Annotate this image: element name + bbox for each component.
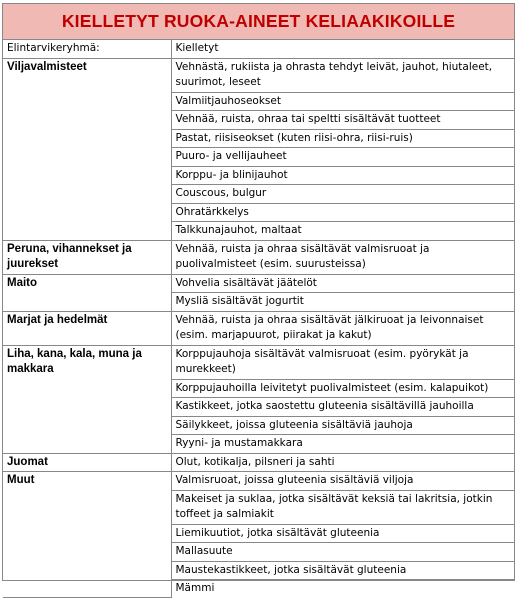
food-group-cell: Maito: [3, 274, 171, 311]
forbidden-item-cell: Säilykkeet, joissa gluteenia sisältäviä jauhoja: [171, 416, 514, 435]
forbidden-item-cell: Ohratärkkelys: [171, 203, 514, 222]
forbidden-item-cell: Pastat, riisiseokset (kuten riisi-ohra, riisi-ruis): [171, 129, 514, 148]
food-group-cell: Muut: [3, 472, 171, 598]
forbidden-foods-table: [3, 40, 514, 598]
forbidden-item-cell: Korppujauhoilla leivitetyt puolivalmisteet (esim. kalapuikot): [171, 379, 514, 398]
forbidden-item-cell: Puuro- ja vellijauheet: [171, 148, 514, 167]
food-group-cell: Viljavalmisteet: [3, 58, 171, 240]
forbidden-item-cell: Vehnää, ruista, ohraa tai speltti sisältävät tuotteet: [171, 111, 514, 130]
table-row: [3, 472, 514, 491]
forbidden-item-cell: Mämmi: [171, 580, 514, 598]
forbidden-item-cell: Olut, kotikalja, pilsneri ja sahti: [171, 453, 514, 472]
forbidden-item-cell: Mysliä sisältävät jogurtit: [171, 293, 514, 312]
forbidden-item-cell: Korppujauhoja sisältävät valmisruoat (esim. pyörykät ja murekkeet): [171, 345, 514, 379]
column-header-food-group: Elintarvikeryhmä:: [3, 40, 171, 58]
table-row: [3, 58, 514, 92]
header-row: [3, 40, 514, 58]
forbidden-item-cell: Couscous, bulgur: [171, 185, 514, 204]
forbidden-item-cell: Ryyni- ja mustamakkara: [171, 435, 514, 454]
table-body: [3, 40, 514, 598]
column-header-forbidden: Kielletyt: [171, 40, 514, 58]
food-group-cell: Peruna, vihannekset ja juurekset: [3, 240, 171, 274]
document-title: KIELLETYT RUOKA-AINEET KELIAAKIKOILLE: [3, 4, 514, 40]
forbidden-item-cell: Makeiset ja suklaa, jotka sisältävät keksiä tai lakritsia, jotkin toffeet ja salmiakit: [171, 490, 514, 524]
document-frame: [2, 3, 515, 594]
food-group-cell: Marjat ja hedelmät: [3, 311, 171, 345]
forbidden-item-cell: Talkkunajauhot, maltaat: [171, 222, 514, 241]
table-row: [3, 240, 514, 274]
forbidden-item-cell: Korppu- ja blinijauhot: [171, 166, 514, 185]
table-row: [3, 274, 514, 293]
forbidden-item-cell: Vehnästä, rukiista ja ohrasta tehdyt leivät, jauhot, hiutaleet, suurimot, leseet: [171, 58, 514, 92]
forbidden-item-cell: Maustekastikkeet, jotka sisältävät gluteenia: [171, 561, 514, 580]
forbidden-item-cell: Vohvelia sisältävät jäätelöt: [171, 274, 514, 293]
table-row: [3, 453, 514, 472]
forbidden-item-cell: Valmisruoat, joissa gluteenia sisältäviä viljoja: [171, 472, 514, 491]
food-group-cell: Juomat: [3, 453, 171, 472]
food-group-cell: Liha, kana, kala, muna ja makkara: [3, 345, 171, 453]
forbidden-item-cell: Mallasuute: [171, 543, 514, 562]
forbidden-item-cell: Vehnää, ruista ja ohraa sisältävät jälkiruoat ja leivonnaiset (esim. marjapuurot, piirakat ja kakut): [171, 311, 514, 345]
forbidden-item-cell: Vehnää, ruista ja ohraa sisältävät valmisruoat ja puolivalmisteet (esim. suurusteissa): [171, 240, 514, 274]
forbidden-item-cell: Kastikkeet, jotka saostettu gluteenia sisältävillä jauhoilla: [171, 398, 514, 417]
forbidden-item-cell: Liemikuutiot, jotka sisältävät gluteenia: [171, 524, 514, 543]
table-row: [3, 345, 514, 379]
forbidden-item-cell: Valmiitjauhoseokset: [171, 92, 514, 111]
table-row: [3, 311, 514, 345]
